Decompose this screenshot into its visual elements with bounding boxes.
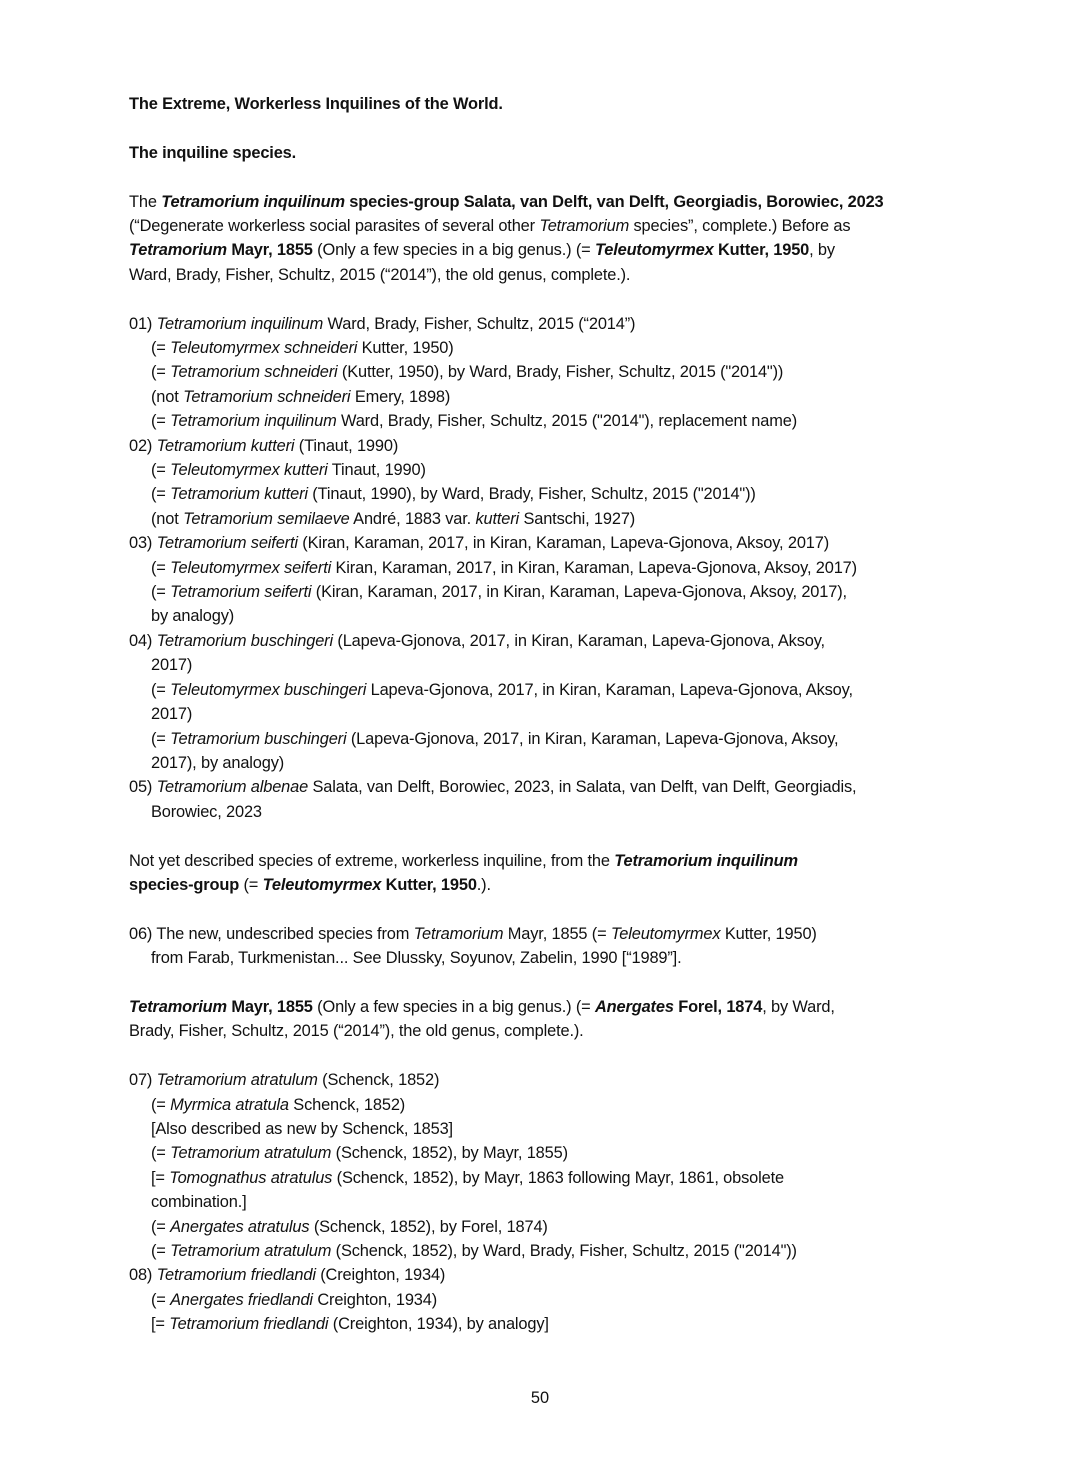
text-run: 01) <box>129 314 157 333</box>
text-run: 06) The new, undescribed species from <box>129 924 414 943</box>
species-line <box>129 1263 959 1287</box>
text-run: Mayr, 1855 <box>226 241 313 260</box>
synonym-line <box>129 702 959 726</box>
text-run: species-group <box>129 875 240 894</box>
text-run: .). <box>476 875 491 894</box>
synonym-line <box>129 678 959 702</box>
synonym-line <box>129 385 959 409</box>
synonym-line <box>129 1215 959 1239</box>
taxon-name: Tetramorium albenae <box>156 778 309 797</box>
synonym-line <box>129 800 959 824</box>
taxon-name: Tetramorium kutteri <box>156 436 295 455</box>
text-run: Mayr, 1855 <box>226 997 313 1016</box>
text-run: Kutter, 1950 <box>713 241 810 260</box>
text-run: (Kiran, Karaman, 2017, in Kiran, Karaman, Lapeva-Gjonova, Aksoy, 2017) <box>297 534 830 553</box>
text-run: 08) <box>129 1266 157 1285</box>
text-run: (= <box>151 1290 171 1309</box>
text-run: Forel, 1874 <box>673 997 763 1016</box>
taxon-name: Teleutomyrmex <box>262 875 382 894</box>
taxon-name: Tetramorium seiferti <box>170 583 312 602</box>
text-run: The <box>129 192 162 211</box>
text-run: [Also described as new by Schenck, 1853] <box>151 1119 453 1138</box>
synonym-line <box>129 409 959 433</box>
species-line <box>129 775 959 799</box>
taxon-name: Teleutomyrmex kutteri <box>170 461 328 480</box>
document-page <box>129 92 959 1337</box>
text-run: (Schenck, 1852), by Ward, Brady, Fisher, Schultz, 2015 ("2014")) <box>331 1241 797 1260</box>
page-number: 50 <box>530 1389 550 1407</box>
text-run: (Schenck, 1852), by Mayr, 1855) <box>331 1144 568 1163</box>
text-run: Schenck, 1852) <box>288 1095 406 1114</box>
text-run: from Farab, Turkmenistan... See Dlussky, Soyunov, Zabelin, 1990 [“1989”]. <box>151 949 682 968</box>
paragraph-spacer <box>129 897 959 921</box>
taxon-name: Anergates <box>594 997 674 1016</box>
taxon-name: Tetramorium atratulum <box>156 1071 318 1090</box>
text-run: (= <box>151 363 171 382</box>
species-entry-03 <box>129 531 959 629</box>
species-group-intro <box>129 190 959 288</box>
text-run: (= <box>151 485 171 504</box>
text-run: (Creighton, 1934), by analogy] <box>328 1315 549 1334</box>
species-entry-04 <box>129 629 959 775</box>
text-run: (Schenck, 1852), by Forel, 1874) <box>309 1217 548 1236</box>
text-run: (= <box>151 412 171 431</box>
taxon-name: Tetramorium seiferti <box>156 534 298 553</box>
text-run: Santschi, 1927) <box>519 509 636 528</box>
text-line <box>129 849 959 873</box>
taxon-name: Tetramorium inquilinum <box>170 412 337 431</box>
text-run: , by <box>809 241 835 260</box>
text-run: André, 1883 var. <box>349 509 476 528</box>
species-entry-01 <box>129 312 959 434</box>
text-run: Ward, Brady, Fisher, Schultz, 2015 (“2014”), the old genus, complete.). <box>129 265 631 284</box>
text-run: (Tinaut, 1990), by Ward, Brady, Fisher, Schultz, 2015 ("2014")) <box>307 485 756 504</box>
taxon-name: Tetramorium inquilinum <box>614 851 798 870</box>
paragraph-spacer <box>129 824 959 848</box>
species-line <box>129 531 959 555</box>
synonym-line <box>129 1190 959 1214</box>
text-run: (= <box>239 875 263 894</box>
text-run: species”, complete.) Before as <box>629 217 851 235</box>
text-run: [= <box>151 1315 170 1334</box>
text-run: 04) <box>129 631 157 650</box>
taxon-name: Tetramorium kutteri <box>170 485 308 504</box>
synonym-line <box>129 482 959 506</box>
synonym-line <box>129 1239 959 1263</box>
taxon-name: Tetramorium inquilinum <box>156 314 324 333</box>
text-run: (Kutter, 1950), by Ward, Brady, Fisher, Schultz, 2015 ("2014")) <box>337 363 784 382</box>
document-title <box>129 92 959 116</box>
taxon-name: Tetramorium atratulum <box>170 1144 332 1163</box>
taxon-name: Tomognathus atratulus <box>169 1168 333 1187</box>
text-run: Kutter, 1950) <box>357 339 454 358</box>
synonym-line <box>129 946 959 970</box>
text-run: Salata, van Delft, Borowiec, 2023, in Salata, van Delft, van Delft, Georgiadis, <box>308 778 857 797</box>
synonym-line <box>129 727 959 751</box>
text-run: species-group Salata, van Delft, van Delft, Georgiadis, Borowiec, 2023 <box>344 192 884 211</box>
taxon-name: Tetramorium schneideri <box>183 387 351 406</box>
taxon-name: Tetramorium friedlandi <box>156 1266 316 1285</box>
text-run: (= <box>151 1217 171 1236</box>
text-run: (Lapeva-Gjonova, 2017, in Kiran, Karaman, Lapeva-Gjonova, Aksoy, <box>332 631 825 650</box>
section-heading <box>129 141 959 165</box>
synonym-line <box>129 458 959 482</box>
text-run: 2017) <box>151 705 193 724</box>
text-run: Tinaut, 1990) <box>327 461 426 480</box>
text-run: Emery, 1898) <box>350 387 451 406</box>
synonym-line <box>129 1117 959 1141</box>
text-line <box>129 238 959 262</box>
synonym-line <box>129 751 959 775</box>
undescribed-species-intro <box>129 849 959 898</box>
species-line <box>129 922 959 946</box>
taxon-name: Tetramorium atratulum <box>170 1241 332 1260</box>
taxon-name: Teleutomyrmex <box>610 924 721 943</box>
synonym-line <box>129 604 959 628</box>
text-run: (not <box>151 509 184 528</box>
text-run: (“Degenerate workerless social parasites of several other <box>129 217 540 235</box>
text-run: (= <box>151 729 171 748</box>
text-run: The inquiline species. <box>129 143 297 162</box>
text-run: (Schenck, 1852) <box>317 1071 440 1090</box>
text-line <box>129 873 959 897</box>
text-run: Kutter, 1950) <box>720 924 817 943</box>
species-entry-05 <box>129 775 959 824</box>
text-run: Creighton, 1934) <box>312 1290 438 1309</box>
text-run: (= <box>151 558 171 577</box>
synonym-line <box>129 1166 959 1190</box>
taxon-name: Anergates atratulus <box>170 1217 310 1236</box>
text-run: combination.] <box>151 1193 247 1212</box>
text-run: Not yet described species of extreme, workerless inquiline, from the <box>129 851 615 870</box>
text-run: 05) <box>129 778 157 797</box>
text-run: 03) <box>129 534 157 553</box>
taxon-name: Teleutomyrmex schneideri <box>170 339 358 358</box>
text-run: Ward, Brady, Fisher, Schultz, 2015 (“2014”) <box>323 314 636 333</box>
text-run: [= <box>151 1168 170 1187</box>
paragraph-spacer <box>129 1044 959 1068</box>
synonym-line <box>129 1288 959 1312</box>
species-entry-07 <box>129 1068 959 1263</box>
paragraph-spacer <box>129 116 959 140</box>
taxon-name: Tetramorium schneideri <box>170 363 338 382</box>
paragraph-spacer <box>129 287 959 311</box>
text-run: Brady, Fisher, Schultz, 2015 (“2014”), the old genus, complete.). <box>129 1022 584 1041</box>
taxon-name: Teleutomyrmex buschingeri <box>170 680 367 699</box>
species-entry-08 <box>129 1263 959 1336</box>
synonym-line <box>129 336 959 360</box>
synonym-line <box>129 580 959 604</box>
taxon-name: Tetramorium buschingeri <box>170 729 347 748</box>
text-run: 02) <box>129 436 157 455</box>
text-run: (Creighton, 1934) <box>315 1266 446 1285</box>
text-line <box>129 190 959 214</box>
anergates-genus-intro <box>129 995 959 1044</box>
text-run: Mayr, 1855 (= <box>503 924 611 943</box>
text-run: (= <box>151 680 171 699</box>
text-run: , by Ward, <box>762 997 835 1016</box>
synonym-line <box>129 360 959 384</box>
taxon-name: Tetramorium <box>129 997 227 1016</box>
taxon-name: Tetramorium buschingeri <box>156 631 333 650</box>
species-line <box>129 629 959 653</box>
taxon-name: Myrmica atratula <box>170 1095 289 1114</box>
species-line <box>129 312 959 336</box>
text-run: 2017), by analogy) <box>151 753 285 772</box>
taxon-name: Tetramorium <box>539 217 630 235</box>
species-entry-06 <box>129 922 959 971</box>
text-line <box>129 92 959 116</box>
synonym-line <box>129 507 959 531</box>
text-run: Lapeva-Gjonova, 2017, in Kiran, Karaman, Lapeva-Gjonova, Aksoy, <box>366 680 853 699</box>
text-line <box>129 214 959 238</box>
taxon-name: Tetramorium <box>413 924 504 943</box>
text-run: (Only a few species in a big genus.) (= <box>312 997 595 1016</box>
text-run: (= <box>151 1241 171 1260</box>
taxon-name: Tetramorium inquilinum <box>161 192 345 211</box>
text-run: Ward, Brady, Fisher, Schultz, 2015 ("2014"), replacement name) <box>336 412 798 431</box>
species-line <box>129 1068 959 1092</box>
taxon-name: Tetramorium semilaeve <box>183 509 350 528</box>
text-run: Kutter, 1950 <box>381 875 477 894</box>
text-run: (= <box>151 1144 171 1163</box>
synonym-line <box>129 653 959 677</box>
text-line <box>129 141 959 165</box>
text-run: (Tinaut, 1990) <box>294 436 399 455</box>
text-run: (Kiran, Karaman, 2017, in Kiran, Karaman, Lapeva-Gjonova, Aksoy, 2017), <box>311 583 847 602</box>
text-run: (= <box>151 1095 171 1114</box>
paragraph-spacer <box>129 165 959 189</box>
synonym-line <box>129 1093 959 1117</box>
text-run: The Extreme, Workerless Inquilines of the World. <box>129 95 503 113</box>
taxon-name: Teleutomyrmex <box>594 241 714 260</box>
text-run: 07) <box>129 1071 157 1090</box>
text-run: by analogy) <box>151 607 235 626</box>
text-run: Kiran, Karaman, 2017, in Kiran, Karaman, Lapeva-Gjonova, Aksoy, 2017) <box>331 558 857 577</box>
species-entry-02 <box>129 434 959 532</box>
taxon-name: kutteri <box>475 509 520 528</box>
text-run: (= <box>151 583 171 602</box>
text-run: (Lapeva-Gjonova, 2017, in Kiran, Karaman, Lapeva-Gjonova, Aksoy, <box>346 729 839 748</box>
synonym-line <box>129 1141 959 1165</box>
text-run: (Schenck, 1852), by Mayr, 1863 following Mayr, 1861, obsolete <box>332 1168 784 1187</box>
species-line <box>129 434 959 458</box>
text-run: 2017) <box>151 656 193 675</box>
paragraph-spacer <box>129 971 959 995</box>
taxon-name: Anergates friedlandi <box>170 1290 313 1309</box>
text-line <box>129 995 959 1019</box>
taxon-name: Tetramorium friedlandi <box>169 1315 329 1334</box>
text-line <box>129 263 959 287</box>
text-run: (= <box>151 339 171 358</box>
synonym-line <box>129 1312 959 1336</box>
text-line <box>129 1019 959 1043</box>
synonym-line <box>129 556 959 580</box>
text-run: (= <box>151 461 171 480</box>
taxon-name: Tetramorium <box>129 241 227 260</box>
taxon-name: Teleutomyrmex seiferti <box>170 558 332 577</box>
text-run: (Only a few species in a big genus.) (= <box>312 241 595 260</box>
text-run: Borowiec, 2023 <box>151 802 262 821</box>
text-run: (not <box>151 387 184 406</box>
